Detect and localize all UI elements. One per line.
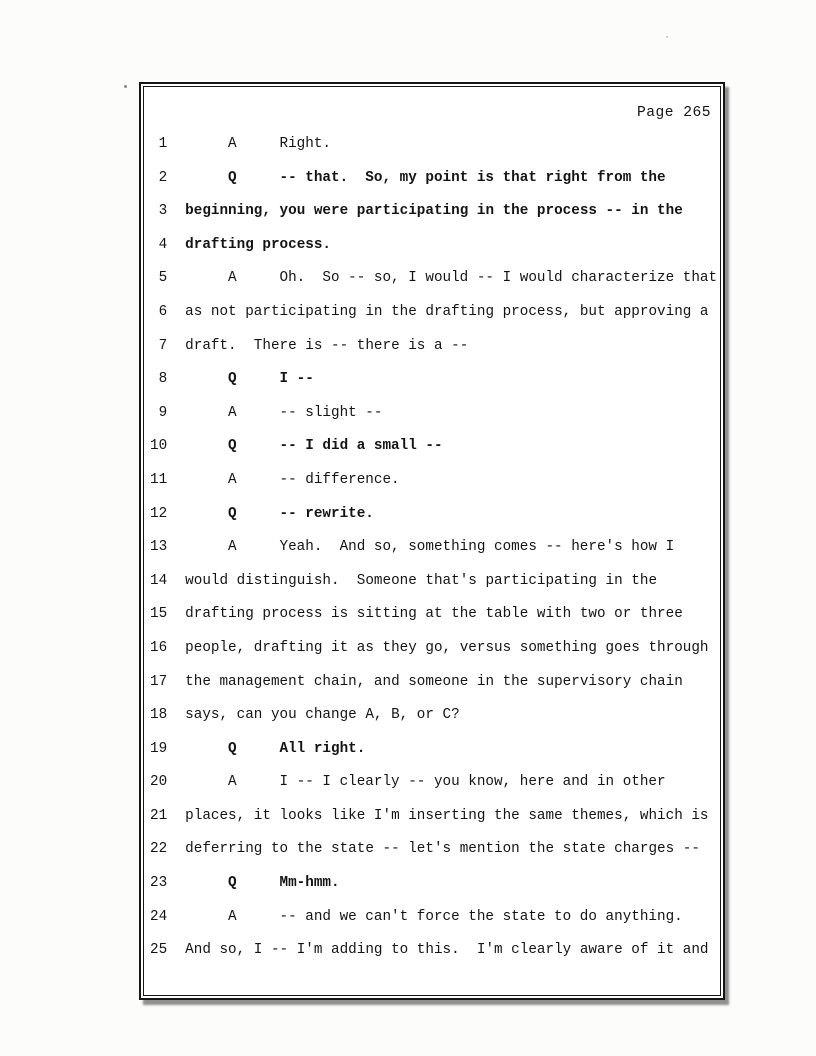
line-content: [185, 270, 717, 286]
line-number: 18: [150, 707, 168, 724]
transcript-line: [144, 498, 720, 532]
line-content: [185, 808, 708, 824]
line-content: [185, 237, 331, 253]
transcript-line: [144, 464, 720, 498]
utterance-text: drafting process is sitting at the table with two or three: [185, 606, 683, 623]
line-content: [185, 640, 708, 656]
line-number: 4: [158, 236, 168, 253]
utterance-text: says, can you change A, B, or C?: [185, 707, 460, 724]
line-content: [185, 875, 339, 891]
utterance-text: -- and we can't force the state to do anything.: [279, 908, 683, 925]
line-content: [185, 774, 665, 790]
line-number: 5: [158, 270, 168, 287]
speaker-label: A: [228, 270, 237, 287]
line-number: 21: [150, 807, 168, 824]
line-number: 8: [158, 371, 168, 388]
transcript-line: [144, 262, 720, 296]
utterance-text: -- difference.: [279, 471, 400, 488]
utterance-text: I -- I clearly -- you know, here and in other: [279, 774, 666, 791]
line-content: [185, 371, 314, 387]
speaker-label: Q: [228, 505, 237, 522]
speaker-label: A: [228, 908, 237, 925]
line-number: 9: [158, 404, 168, 421]
line-number: 7: [158, 337, 168, 354]
utterance-text: deferring to the state -- let's mention the state charges --: [185, 841, 700, 858]
line-number: 19: [150, 740, 168, 757]
line-number: 1: [158, 136, 168, 152]
line-number: 16: [150, 639, 168, 656]
transcript-line: [144, 296, 720, 330]
line-content: [185, 741, 365, 757]
transcript-line: [144, 867, 720, 901]
utterance-text: I --: [279, 371, 314, 388]
transcript-line: [144, 766, 720, 800]
utterance-text: the management chain, and someone in the supervisory chain: [185, 673, 683, 690]
utterance-text: would distinguish. Someone that's participating in the: [185, 572, 658, 589]
speaker-label: Q: [228, 169, 237, 186]
transcript-line: [144, 699, 720, 733]
transcript-page: [143, 86, 721, 996]
utterance-text: places, it looks like I'm inserting the same themes, which is: [185, 807, 709, 824]
speaker-label: A: [228, 539, 237, 556]
utterance-text: as not participating in the drafting process, but approving a: [185, 303, 709, 320]
line-content: [185, 136, 331, 152]
transcript-line: [144, 229, 720, 263]
line-content: [185, 942, 708, 958]
line-number: 10: [150, 438, 168, 455]
transcript-line: [144, 162, 720, 196]
utterance-text: Right.: [279, 136, 331, 152]
utterance-text: All right.: [279, 740, 366, 757]
line-number: 17: [150, 673, 168, 690]
speaker-label: Q: [228, 438, 237, 455]
line-number: 2: [158, 169, 168, 186]
line-number: 13: [150, 539, 168, 556]
transcript-line: [144, 934, 720, 968]
line-number: 22: [150, 841, 168, 858]
line-content: [185, 539, 674, 555]
line-content: [185, 304, 708, 320]
line-content: [185, 674, 683, 690]
line-content: [185, 573, 657, 589]
speaker-label: A: [228, 774, 237, 791]
utterance-text: Yeah. And so, something comes -- here's how I: [279, 539, 675, 556]
utterance-text: -- that. So, my point is that right from the: [279, 169, 666, 186]
transcript-line: [144, 833, 720, 867]
transcript-line: [144, 128, 720, 162]
utterance-text: drafting process.: [185, 236, 332, 253]
line-number: 24: [150, 908, 168, 925]
speaker-label: A: [228, 136, 237, 152]
speaker-label: Q: [228, 371, 237, 388]
line-content: [185, 203, 683, 219]
line-number: 14: [150, 572, 168, 589]
scan-artifact-dot: [124, 85, 127, 88]
line-content: [185, 909, 683, 925]
transcript-line: [144, 330, 720, 364]
scan-artifact-dot: [666, 36, 668, 38]
utterance-text: Oh. So -- so, I would -- I would characterize that: [279, 270, 718, 287]
transcript-line: [144, 531, 720, 565]
transcript-line: [144, 598, 720, 632]
transcript-line: [144, 195, 720, 229]
utterance-text: -- rewrite.: [279, 505, 374, 522]
speaker-label: A: [228, 471, 237, 488]
transcript-line: [144, 666, 720, 700]
transcript-line: [144, 901, 720, 935]
utterance-text: beginning, you were participating in the process -- in the: [185, 203, 683, 220]
line-number: 12: [150, 505, 168, 522]
line-number: 23: [150, 875, 168, 892]
line-content: [185, 506, 374, 522]
line-content: [185, 438, 442, 454]
utterance-text: people, drafting it as they go, versus something goes through: [185, 639, 709, 656]
utterance-text: -- I did a small --: [279, 438, 443, 455]
utterance-text: Mm-hmm.: [279, 875, 340, 892]
line-number: 3: [158, 203, 168, 220]
utterance-text: draft. There is -- there is a --: [185, 337, 469, 354]
speaker-label: Q: [228, 875, 237, 892]
transcript-line: [144, 363, 720, 397]
line-number: 11: [150, 471, 168, 488]
line-content: [185, 606, 683, 622]
line-number: 15: [150, 606, 168, 623]
line-number: 20: [150, 774, 168, 791]
utterance-text: And so, I -- I'm adding to this. I'm clearly aware of it and: [185, 942, 709, 959]
line-content: [185, 707, 460, 723]
line-content: [185, 170, 665, 186]
line-content: [185, 841, 700, 857]
line-content: [185, 472, 399, 488]
speaker-label: Q: [228, 740, 237, 757]
line-content: [185, 338, 468, 354]
transcript-line: [144, 733, 720, 767]
transcript-lines: [144, 128, 720, 968]
utterance-text: -- slight --: [279, 404, 383, 421]
line-number: 25: [150, 942, 168, 959]
transcript-line: [144, 632, 720, 666]
transcript-line: [144, 800, 720, 834]
speaker-label: A: [228, 404, 237, 421]
transcript-line: [144, 397, 720, 431]
page-number: Page 265: [636, 105, 711, 121]
line-content: [185, 405, 382, 421]
transcript-page-border: [139, 82, 725, 1000]
line-number: 6: [158, 303, 168, 320]
transcript-line: [144, 565, 720, 599]
transcript-line: [144, 430, 720, 464]
